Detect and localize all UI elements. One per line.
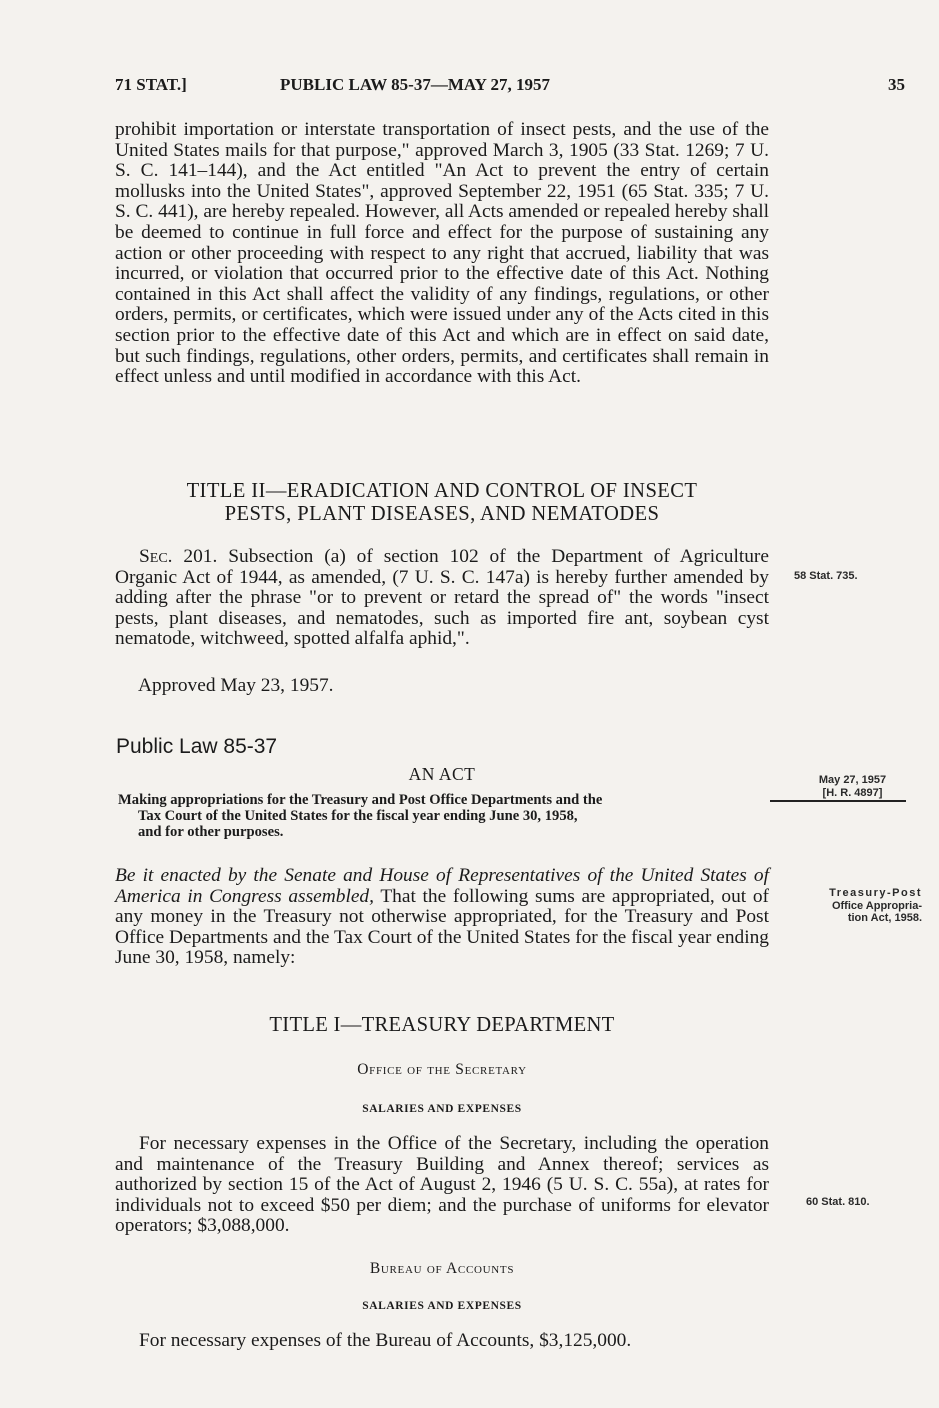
- enacting-body: That the following sums are appropriated, out of any money in the Treasury not otherwise appropriated, for the Treasury and Post Office Departments and the Tax Court of the United States for the fiscal year ending June 30, 1958, namely:: [115, 885, 769, 969]
- office-secretary-heading: Office of the Secretary: [357, 1061, 527, 1078]
- bill-date: May 27, 1957: [818, 774, 887, 786]
- margin-note-short-title: [786, 887, 922, 925]
- short-title-line-3: tion Act, 1958.: [847, 912, 922, 924]
- short-title-line-2: Office Appropria-: [831, 899, 922, 912]
- enacting-formula: Be it enacted by the Senate and House of Representatives of the United States of America in Congress assembled,: [115, 865, 769, 907]
- margin-note-58-stat-735: 58 Stat. 735.: [794, 570, 858, 582]
- bureau-accounts-heading: Bureau of Accounts: [369, 1260, 515, 1277]
- page-number: 35: [888, 75, 905, 94]
- title-two-heading: [115, 480, 769, 525]
- title-two-line-1: TITLE II—ERADICATION AND CONTROL OF INSECT: [186, 480, 698, 502]
- salaries-heading-2: SALARIES AND EXPENSES: [362, 1300, 522, 1312]
- act-purpose-line-1: Making appropriations for the Treasury and Post Office Departments and the: [118, 792, 603, 808]
- header-title: PUBLIC LAW 85-37—MAY 27, 1957: [280, 75, 550, 94]
- section-201-paragraph: [115, 547, 769, 650]
- public-law-heading: Public Law 85-37: [116, 735, 278, 758]
- act-purpose: [118, 792, 770, 840]
- secretary-paragraph: For necessary expenses in the Office of the Secretary, including the operation and maintenance of the Treasury Building and Annex thereof; services as authorized by section 15 of the Act of August 2, 1946 (5 U. S. C. 55a), at rates for individuals not to exceed $50 per diem; and the purchase of uniforms for elevator operators; $3,088,000.: [115, 1133, 769, 1237]
- secretary-appropriation: [115, 1134, 769, 1237]
- header-stat-ref: 71 STAT.]: [115, 75, 187, 94]
- title-two-line-2: PESTS, PLANT DISEASES, AND NEMATODES: [224, 502, 660, 525]
- section-201-text: Subsection (a) of section 102 of the Department of Agriculture Organic Act of 1944, as amended, (7 U. S. C. 147a) is hereby further amended by adding after the phrase "or to prevent or retard the spread of" the words "insect pests, plant diseases, and nematodes, such as imported fire ant, soybean cyst nematode, witchweed, spotted alfalfa aphid,".: [115, 546, 769, 650]
- section-continuation: [115, 120, 769, 388]
- bill-number: [H. R. 4897]: [822, 786, 883, 799]
- act-purpose-line-3: and for other purposes.: [138, 824, 284, 840]
- an-act-heading: AN ACT: [408, 764, 476, 784]
- accounts-paragraph: For necessary expenses of the Bureau of Accounts, $3,125,000.: [139, 1330, 632, 1351]
- bill-rule: [770, 800, 906, 802]
- approved-date: Approved May 23, 1957.: [138, 675, 334, 696]
- salaries-heading-1: SALARIES AND EXPENSES: [362, 1103, 522, 1115]
- margin-note-bill: [790, 774, 915, 799]
- section-201-label: Sec. 201.: [139, 546, 218, 567]
- enacting-clause: [115, 866, 769, 969]
- accounts-appropriation: [115, 1331, 769, 1352]
- short-title-line-1: Treasury-Post: [829, 887, 922, 899]
- section-201: [115, 547, 769, 650]
- title-one-heading: TITLE I—TREASURY DEPARTMENT: [269, 1014, 615, 1036]
- margin-note-60-stat-810: 60 Stat. 810.: [806, 1196, 870, 1208]
- act-purpose-line-2: Tax Court of the United States for the fiscal year ending June 30, 1958,: [138, 808, 578, 824]
- paragraph-repeal: prohibit importation or interstate transportation of insect pests, and the use of the United States mails for that purpose," approved March 3, 1905 (33 Stat. 1269; 7 U. S. C. 141–144), and the Act entitled "An Act to prevent the entry of certain mollusks into the United States", approved September 22, 1951 (65 Stat. 335; 7 U. S. C. 441), are hereby repealed. However, all Acts amended or repealed hereby shall be deemed to continue in full force and effect for the purpose of sustaining any action or other proceeding with respect to any right that accrued, liability that was incurred, or violation that occurred prior to the effective date of this Act. Nothing contained in this Act shall affect the validity of any findings, regulations, or other orders, permits, or certificates, which were issued under any of the Acts cited in this section prior to the effective date of this Act and which are in effect on said date, but such findings, regulations, other orders, permits, and certificates shall remain in effect unless and until modified in accordance with this Act.: [115, 119, 769, 388]
